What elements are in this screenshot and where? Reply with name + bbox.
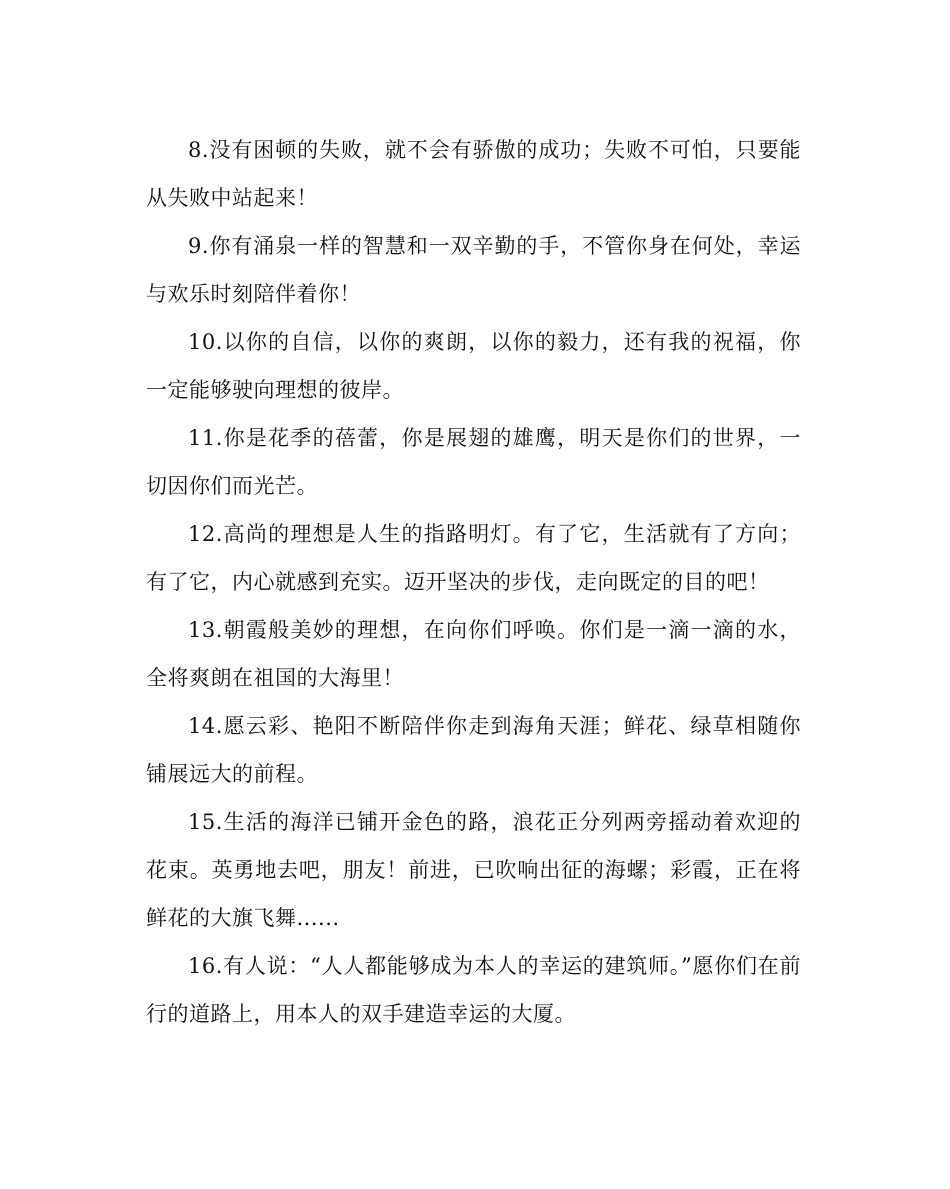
- paragraph-9: 9.你有涌泉一样的智慧和一双辛勤的手，不管你身在何处，幸运与欢乐时刻陪伴着你！: [146, 234, 801, 306]
- paragraph-12: 12.高尚的理想是人生的指路明灯。有了它，生活就有了方向；有了它，内心就感到充实。迈开坚决的步伐，走向既定的目的吧！: [146, 522, 801, 594]
- paragraph-13: 13.朝霞般美妙的理想，在向你们呼唤。你们是一滴一滴的水，全将爽朗在祖国的大海里！: [146, 618, 801, 690]
- paragraph-8: 8.没有困顿的失败，就不会有骄傲的成功；失败不可怕，只要能从失败中站起来！: [146, 138, 801, 210]
- paragraph-10: 10.以你的自信，以你的爽朗，以你的毅力，还有我的祝福，你一定能够驶向理想的彼岸。: [146, 330, 801, 402]
- paragraph-11: 11.你是花季的蓓蕾，你是展翅的雄鹰，明天是你们的世界，一切因你们而光芒。: [146, 426, 801, 498]
- paragraph-16: 16.有人说：“人人都能够成为本人的幸运的建筑师。”愿你们在前行的道路上，用本人的双手建造幸运的大厦。: [146, 954, 801, 1026]
- paragraph-14: 14.愿云彩、艳阳不断陪伴你走到海角天涯；鲜花、绿草相随你铺展远大的前程。: [146, 714, 801, 786]
- document-body: [146, 126, 801, 1038]
- paragraph-15: 15.生活的海洋已铺开金色的路，浪花正分列两旁摇动着欢迎的花束。英勇地去吧，朋友！前进，已吹响出征的海螺；彩霞，正在将鲜花的大旗飞舞......: [146, 810, 801, 930]
